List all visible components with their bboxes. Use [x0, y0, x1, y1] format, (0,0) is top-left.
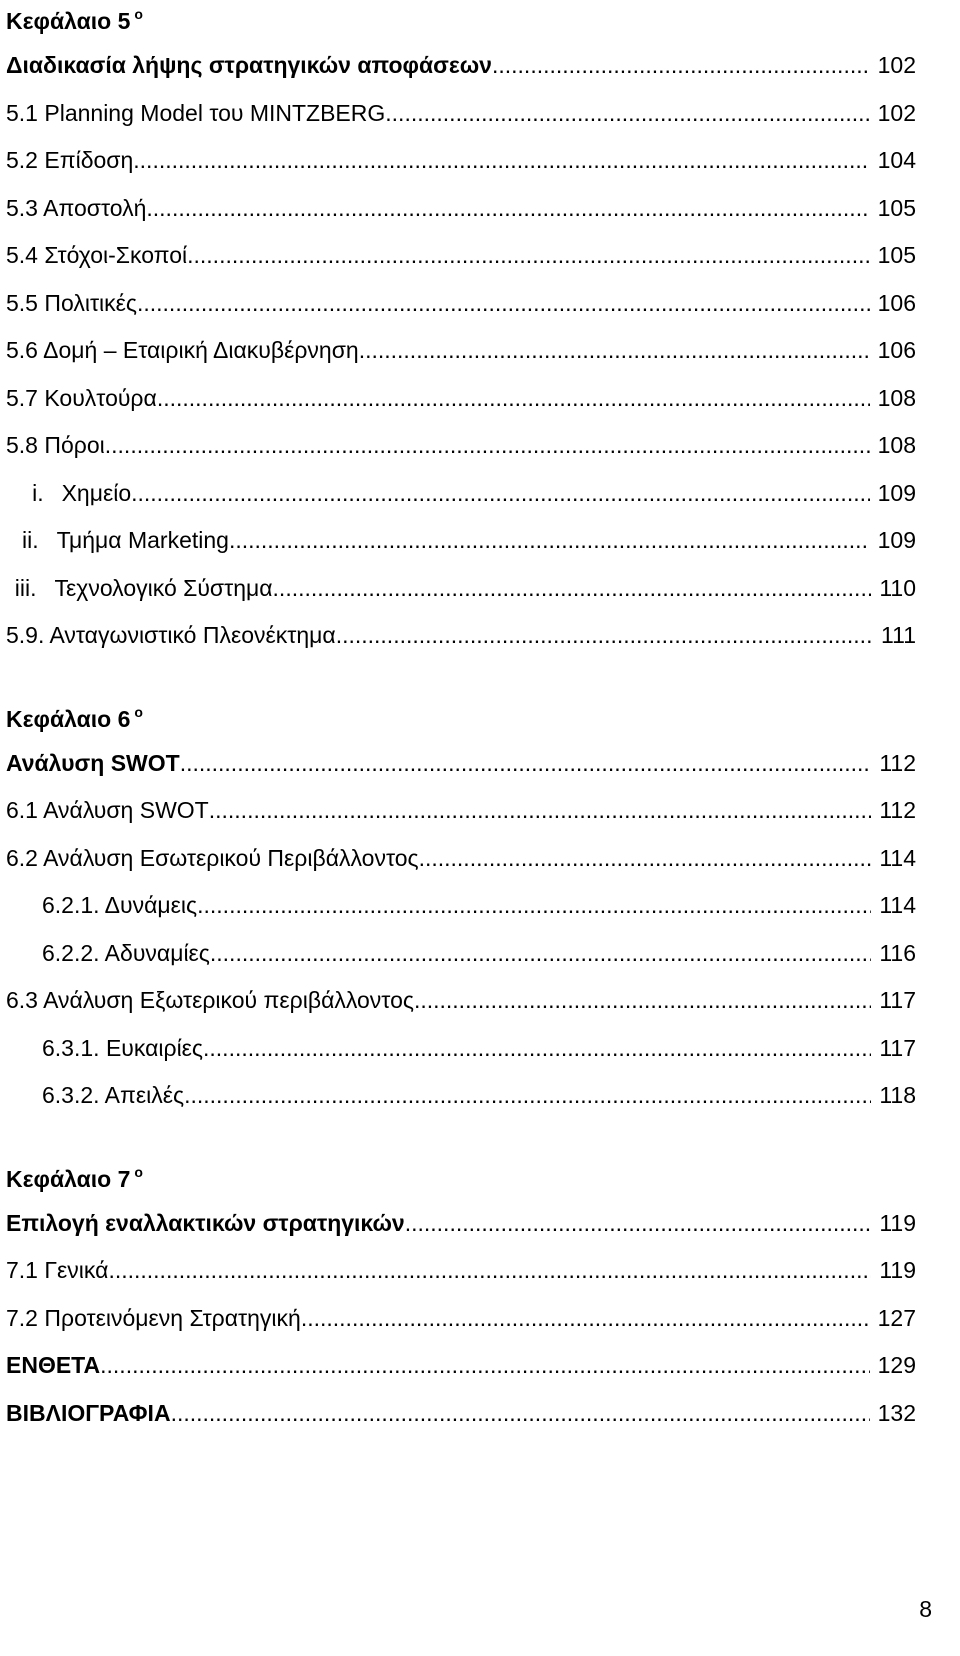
bibliography-entry[interactable] [6, 1390, 916, 1438]
page-ref: 114 [879, 844, 916, 871]
page-ref: 109 [877, 527, 916, 553]
page-ref: 118 [879, 1082, 916, 1108]
page-ref: 106 [877, 289, 916, 316]
entry-label: 6.3.1. Ευκαιρίες [42, 1034, 204, 1061]
toc-subentry[interactable] [6, 1025, 916, 1073]
toc-entry[interactable] [6, 90, 916, 138]
leader-dots [210, 930, 871, 978]
page-ref: 110 [879, 574, 916, 601]
toc-entry[interactable] [6, 232, 916, 280]
page-ref: 127 [877, 1304, 916, 1331]
entry-label: 5.4 Στόχοι-Σκοποί [6, 242, 188, 268]
toc-subentry[interactable] [6, 930, 916, 978]
entry-label: 5.3 Αποστολή [6, 194, 147, 221]
leader-dots [419, 835, 872, 883]
entry-label: 6.2.1. Δυνάμεις [42, 892, 198, 918]
chapter-title-entry[interactable] [6, 42, 916, 90]
page-ref: 109 [877, 479, 916, 506]
page-ref: 114 [879, 892, 916, 918]
toc-entry[interactable] [6, 137, 916, 185]
toc-entry[interactable] [6, 787, 916, 835]
page-ref: 108 [877, 432, 916, 458]
toc-entry[interactable] [6, 185, 916, 233]
entry-label: 6.3.2. Απειλές [42, 1082, 185, 1108]
chapter-heading: Κεφάλαιο 6 $^o$ [6, 703, 143, 732]
toc-entry[interactable] [6, 422, 916, 470]
toc-subentry[interactable] [6, 517, 916, 565]
leader-dots [359, 327, 870, 375]
page-ref: 132 [877, 1399, 916, 1426]
toc-entry[interactable] [6, 280, 916, 328]
entry-number: ii. [21, 527, 39, 553]
entry-label: 5.2 Επίδοση [6, 147, 134, 173]
toc-entry[interactable] [6, 612, 916, 660]
page-ref: 117 [879, 987, 916, 1013]
entry-label: 5.8 Πόροι [6, 432, 105, 458]
entry-label: 6.1 Ανάλυση SWOT [6, 797, 209, 823]
page-ref: 116 [879, 939, 916, 966]
toc-entry[interactable] [6, 1247, 916, 1295]
leader-dots [197, 882, 871, 930]
page-ref: 104 [877, 147, 916, 173]
entry-number: iii. [14, 574, 37, 601]
entry-label: 5.1 Planning Model του MINTZBERG [6, 99, 386, 126]
page-ref: 106 [877, 337, 916, 363]
toc-subentry[interactable] [6, 565, 916, 613]
page-ref: 105 [877, 194, 916, 221]
chapter-title-entry[interactable] [6, 740, 916, 788]
page-ref: 119 [879, 1257, 916, 1283]
entry-label: Τεχνολογικό Σύστημα [54, 574, 273, 601]
leader-dots [133, 137, 869, 185]
leader-dots [414, 977, 871, 1025]
chapter-title: Ανάλυση SWOT [6, 749, 180, 776]
page-ref: 111 [881, 622, 916, 648]
leader-dots [180, 740, 872, 788]
entry-label: 6.2.2. Αδυναμίες [42, 939, 210, 966]
leader-dots [171, 1390, 870, 1438]
leader-dots [184, 1072, 871, 1120]
page-ref: 112 [879, 749, 916, 776]
leader-dots [100, 1342, 869, 1390]
toc-subentry[interactable] [6, 882, 916, 930]
leader-dots [203, 1025, 871, 1073]
chapter-heading: Κεφάλαιο 7 $^o$ [6, 1163, 143, 1192]
leader-dots [336, 612, 873, 660]
entry-label: 6.2 Ανάλυση Εσωτερικού Περιβάλλοντος [6, 844, 419, 871]
page-number: 8 [919, 1596, 932, 1622]
toc-subentry[interactable] [6, 1072, 916, 1120]
leader-dots [229, 517, 870, 565]
leader-dots [492, 42, 870, 90]
entry-label: Χημείο [61, 479, 132, 506]
bibliography-label: ΒΙΒΛΙΟΓΡΑΦΙΑ [6, 1399, 171, 1426]
entry-number: i. [32, 479, 44, 506]
leader-dots [105, 422, 870, 470]
page-ref: 129 [877, 1352, 916, 1378]
page-ref: 108 [877, 384, 916, 411]
page-ref: 105 [877, 242, 916, 268]
entry-label: 5.6 Δομή – Εταιρική Διακυβέρνηση [6, 337, 359, 363]
page-ref: 112 [879, 797, 916, 823]
leader-dots [209, 787, 872, 835]
toc-entry[interactable] [6, 1295, 916, 1343]
page-ref: 102 [877, 99, 916, 126]
entry-label: 7.1 Γενικά [6, 1257, 109, 1283]
entry-label: 5.7 Κουλτούρα [6, 384, 157, 411]
toc-entry[interactable] [6, 327, 916, 375]
entry-label: Τμήμα Marketing [56, 527, 229, 553]
leader-dots [137, 280, 870, 328]
table-of-contents [6, 0, 916, 1437]
toc-subentry[interactable] [6, 470, 916, 518]
chapter-title: Διαδικασία λήψης στρατηγικών αποφάσεων [6, 52, 492, 78]
toc-entry[interactable] [6, 375, 916, 423]
leader-dots [187, 232, 870, 280]
leader-dots [146, 185, 869, 233]
page-ref: 119 [879, 1209, 916, 1236]
chapter-title-entry[interactable] [6, 1200, 916, 1248]
entry-label: 6.3 Ανάλυση Εξωτερικού περιβάλλοντος [6, 987, 414, 1013]
entry-label: 7.2 Προτεινόμενη Στρατηγική [6, 1304, 301, 1331]
leader-dots [405, 1200, 872, 1248]
toc-entry[interactable] [6, 835, 916, 883]
entry-label: 5.9. Ανταγωνιστικό Πλεονέκτημα [6, 622, 336, 648]
chapter-title: Επιλογή εναλλακτικών στρατηγικών [6, 1209, 405, 1236]
leader-dots [131, 470, 870, 518]
chapter-heading: Κεφάλαιο 5 $^o$ [6, 6, 143, 34]
leader-dots [108, 1247, 871, 1295]
leader-dots [301, 1295, 870, 1343]
leader-dots [385, 90, 869, 138]
appendix-entry[interactable] [6, 1342, 916, 1390]
page-ref: 102 [877, 52, 916, 78]
leader-dots [157, 375, 870, 423]
appendix-label: ΕΝΘΕΤΑ [6, 1352, 101, 1378]
toc-entry[interactable] [6, 977, 916, 1025]
section-gap [6, 1120, 916, 1158]
entry-label: 5.5 Πολιτικές [6, 289, 137, 316]
page-ref: 117 [879, 1034, 916, 1061]
leader-dots [273, 565, 872, 613]
section-gap [6, 660, 916, 698]
